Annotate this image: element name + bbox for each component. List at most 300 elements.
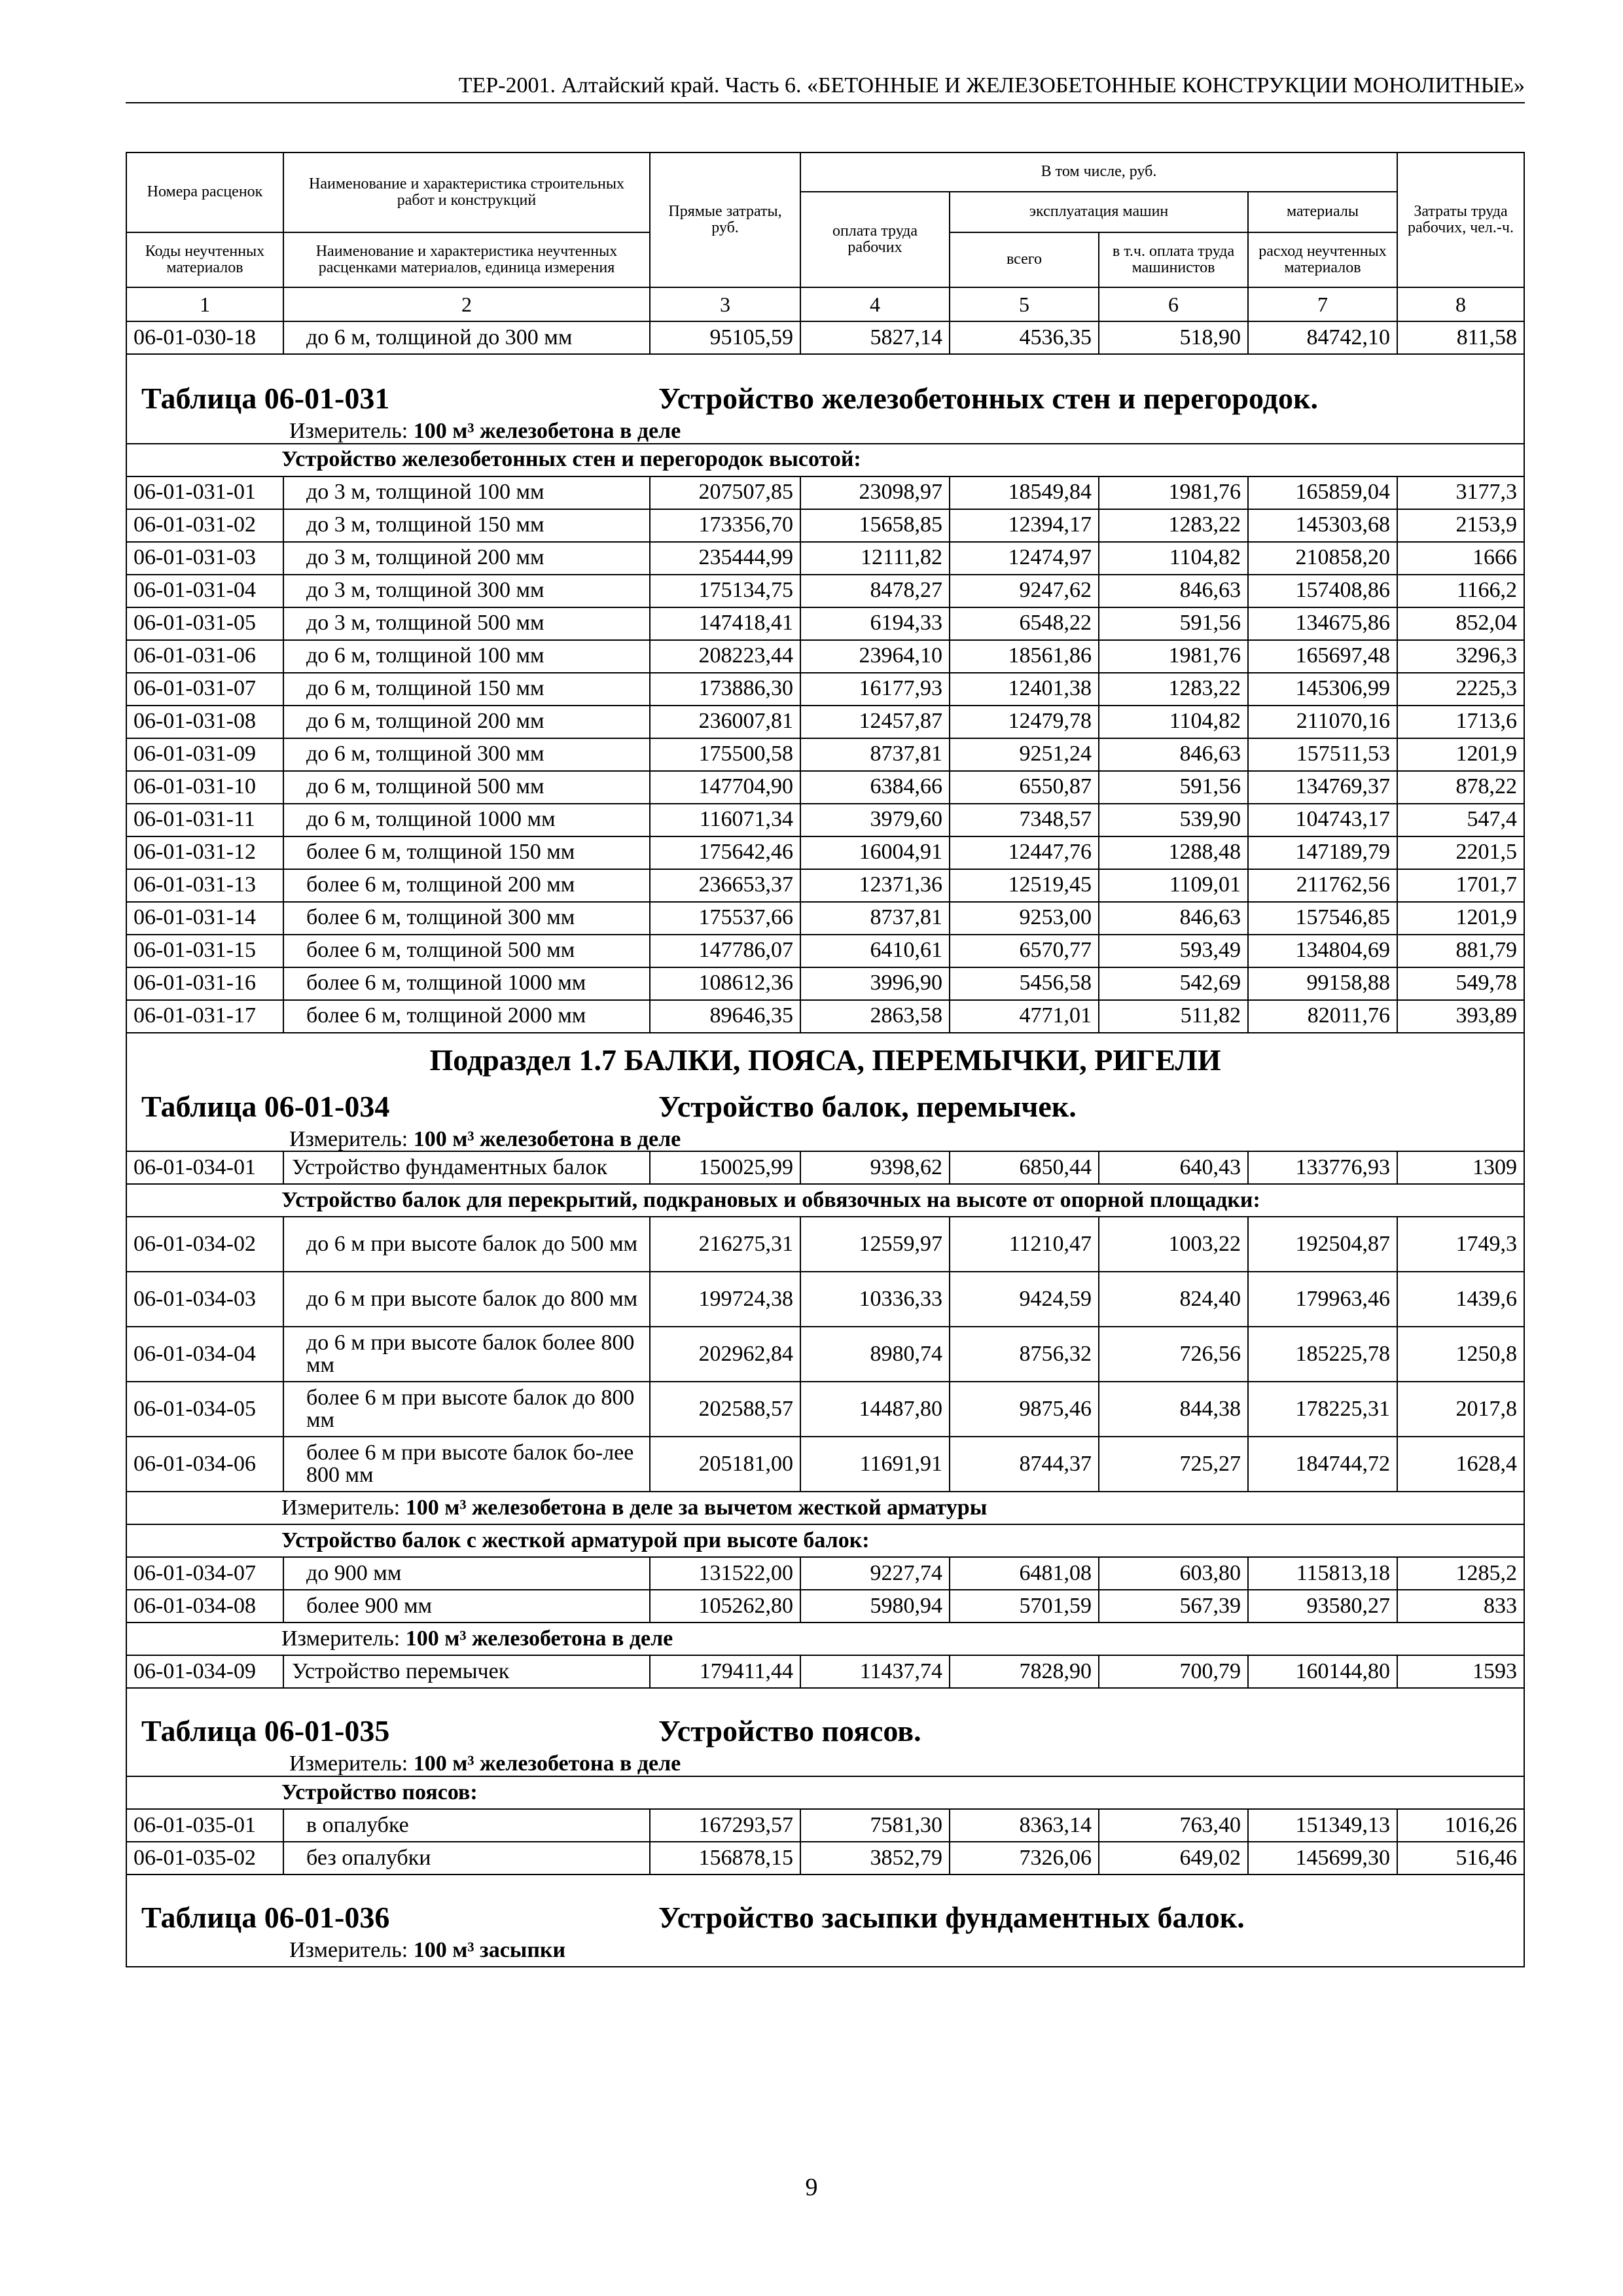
- table-row: [126, 476, 1524, 509]
- measure-row: [126, 1492, 1524, 1524]
- rates-table: [126, 152, 1525, 1967]
- materials-value: 147189,79: [1248, 836, 1397, 869]
- running-header: ТЕР-2001. Алтайский край. Часть 6. «БЕТОННЫЕ И ЖЕЛЕЗОБЕТОННЫЕ КОНСТРУКЦИИ МОНОЛИТНЫЕ»: [126, 73, 1525, 103]
- machines-total-value: 8363,14: [950, 1809, 1099, 1842]
- wages-value: 16004,91: [800, 836, 950, 869]
- labor-hours-value: 1166,2: [1397, 575, 1524, 607]
- direct-costs-value: 175642,46: [650, 836, 800, 869]
- machinist-wages-value: 591,56: [1099, 607, 1248, 640]
- labor-hours-value: 2225,3: [1397, 673, 1524, 706]
- work-description: до 3 м, толщиной 300 мм: [283, 575, 650, 607]
- column-number: 1: [126, 287, 283, 321]
- column-number: 7: [1248, 287, 1397, 321]
- wages-value: 5980,94: [800, 1590, 950, 1623]
- table-row: [126, 1655, 1524, 1688]
- direct-costs-value: 236007,81: [650, 706, 800, 738]
- rate-code: 06-01-034-01: [126, 1151, 283, 1184]
- table-row: [126, 640, 1524, 673]
- direct-costs-value: 131522,00: [650, 1557, 800, 1590]
- table-row: [126, 836, 1524, 869]
- header-machines-total: всего: [950, 232, 1099, 287]
- direct-costs-value: 147704,90: [650, 771, 800, 804]
- direct-costs-value: 116071,34: [650, 804, 800, 836]
- rate-code: 06-01-031-09: [126, 738, 283, 771]
- header-material-consumption: расход неучтенных материалов: [1248, 232, 1397, 287]
- wages-value: 7581,30: [800, 1809, 950, 1842]
- direct-costs-value: 156878,15: [650, 1842, 800, 1874]
- machines-total-value: 6570,77: [950, 935, 1099, 967]
- machinist-wages-value: 1981,76: [1099, 640, 1248, 673]
- group-heading: Устройство поясов:: [126, 1776, 1524, 1809]
- rate-code: 06-01-030-18: [126, 321, 283, 354]
- wages-value: 11691,91: [800, 1437, 950, 1492]
- labor-hours-value: 1285,2: [1397, 1557, 1524, 1590]
- labor-hours-value: 3296,3: [1397, 640, 1524, 673]
- header-materials: материалы: [1248, 192, 1397, 232]
- wages-value: 9227,74: [800, 1557, 950, 1590]
- header-material-codes: Коды неучтенных материалов: [126, 232, 283, 287]
- direct-costs-value: 235444,99: [650, 542, 800, 575]
- work-description: Устройство фундаментных балок: [283, 1151, 650, 1184]
- group-heading: Устройство балок для перекрытий, подкрановых и обвязочных на высоте от опорной площадки:: [126, 1184, 1524, 1217]
- direct-costs-value: 150025,99: [650, 1151, 800, 1184]
- table-row: [126, 869, 1524, 902]
- wages-value: 16177,93: [800, 673, 950, 706]
- table-number: Таблица 06-01-034: [141, 1089, 390, 1123]
- header-wages: оплата труда рабочих: [800, 192, 950, 287]
- machinist-wages-value: 844,38: [1099, 1382, 1248, 1437]
- direct-costs-value: 105262,80: [650, 1590, 800, 1623]
- machines-total-value: 12474,97: [950, 542, 1099, 575]
- header-work-name: Наименование и характеристика строительных работ и конструкций: [283, 152, 650, 232]
- subsection-title: Подраздел 1.7 БАЛКИ, ПОЯСА, ПЕРЕМЫЧКИ, РИГЕЛИ: [429, 1043, 1221, 1077]
- wages-value: 23098,97: [800, 476, 950, 509]
- labor-hours-value: 1439,6: [1397, 1272, 1524, 1327]
- work-description: более 6 м, толщиной 2000 мм: [283, 1000, 650, 1033]
- wages-value: 3996,90: [800, 967, 950, 1000]
- machinist-wages-value: 846,63: [1099, 738, 1248, 771]
- group-row: [126, 444, 1524, 476]
- work-description: до 900 мм: [283, 1557, 650, 1590]
- machines-total-value: 9424,59: [950, 1272, 1099, 1327]
- work-description: в опалубке: [283, 1809, 650, 1842]
- table-row: [126, 1437, 1524, 1492]
- machinist-wages-value: 649,02: [1099, 1842, 1248, 1874]
- table-row: [126, 804, 1524, 836]
- work-description: более 6 м, толщиной 500 мм: [283, 935, 650, 967]
- work-description: до 3 м, толщиной 100 мм: [283, 476, 650, 509]
- materials-value: 93580,27: [1248, 1590, 1397, 1623]
- measure-row: [126, 1623, 1524, 1655]
- machines-total-value: 4771,01: [950, 1000, 1099, 1033]
- direct-costs-value: 236653,37: [650, 869, 800, 902]
- work-description: более 6 м, толщиной 1000 мм: [283, 967, 650, 1000]
- work-description: до 6 м при высоте балок до 500 мм: [283, 1217, 650, 1272]
- labor-hours-value: 547,4: [1397, 804, 1524, 836]
- header-direct-costs: Прямые затраты, руб.: [650, 152, 800, 287]
- wages-value: 11437,74: [800, 1655, 950, 1688]
- machinist-wages-value: 1288,48: [1099, 836, 1248, 869]
- direct-costs-value: 202588,57: [650, 1382, 800, 1437]
- work-description: до 6 м, толщиной 300 мм: [283, 738, 650, 771]
- materials-value: 134675,86: [1248, 607, 1397, 640]
- direct-costs-value: 175537,66: [650, 902, 800, 935]
- labor-hours-value: 1201,9: [1397, 738, 1524, 771]
- direct-costs-value: 175134,75: [650, 575, 800, 607]
- labor-hours-value: 1666: [1397, 542, 1524, 575]
- column-number: 6: [1099, 287, 1248, 321]
- wages-value: 12371,36: [800, 869, 950, 902]
- labor-hours-value: 1701,7: [1397, 869, 1524, 902]
- machinist-wages-value: 726,56: [1099, 1327, 1248, 1382]
- table-row: [126, 706, 1524, 738]
- labor-hours-value: 393,89: [1397, 1000, 1524, 1033]
- header-material-names: Наименование и характеристика неучтенных расценками материалов, единица измерения: [283, 232, 650, 287]
- work-description: более 6 м при высоте балок до 800 мм: [283, 1382, 650, 1437]
- machinist-wages-value: 1981,76: [1099, 476, 1248, 509]
- materials-value: 134804,69: [1248, 935, 1397, 967]
- work-description: до 6 м при высоте балок более 800 мм: [283, 1327, 650, 1382]
- labor-hours-value: 833: [1397, 1590, 1524, 1623]
- machines-total-value: 8756,32: [950, 1327, 1099, 1382]
- machinist-wages-value: 763,40: [1099, 1809, 1248, 1842]
- machines-total-value: 9875,46: [950, 1382, 1099, 1437]
- table-row: [126, 607, 1524, 640]
- machinist-wages-value: 518,90: [1099, 321, 1248, 354]
- direct-costs-value: 89646,35: [650, 1000, 800, 1033]
- machinist-wages-value: 591,56: [1099, 771, 1248, 804]
- materials-value: 192504,87: [1248, 1217, 1397, 1272]
- page-number: 9: [805, 2174, 818, 2201]
- table-row: [126, 738, 1524, 771]
- machinist-wages-value: 511,82: [1099, 1000, 1248, 1033]
- rate-code: 06-01-031-06: [126, 640, 283, 673]
- table-row: [126, 321, 1524, 354]
- machines-total-value: 12519,45: [950, 869, 1099, 902]
- header-machinist-wages: в т.ч. оплата труда машинистов: [1099, 232, 1248, 287]
- wages-value: 6384,66: [800, 771, 950, 804]
- machinist-wages-value: 640,43: [1099, 1151, 1248, 1184]
- header-machines: эксплуатация машин: [950, 192, 1248, 232]
- table-row: [126, 1217, 1524, 1272]
- subsection-row: [126, 1033, 1524, 1152]
- labor-hours-value: 3177,3: [1397, 476, 1524, 509]
- rate-code: 06-01-031-03: [126, 542, 283, 575]
- materials-value: 210858,20: [1248, 542, 1397, 575]
- machines-total-value: 12447,76: [950, 836, 1099, 869]
- materials-value: 185225,78: [1248, 1327, 1397, 1382]
- machines-total-value: 6850,44: [950, 1151, 1099, 1184]
- table-row: [126, 1590, 1524, 1623]
- work-description: более 900 мм: [283, 1590, 650, 1623]
- table-title: Устройство железобетонных стен и перегородок.: [658, 382, 1318, 415]
- direct-costs-value: 173886,30: [650, 673, 800, 706]
- machines-total-value: 12394,17: [950, 509, 1099, 542]
- rate-code: 06-01-031-08: [126, 706, 283, 738]
- machines-total-value: 7828,90: [950, 1655, 1099, 1688]
- materials-value: 179963,46: [1248, 1272, 1397, 1327]
- materials-value: 160144,80: [1248, 1655, 1397, 1688]
- rate-code: 06-01-034-03: [126, 1272, 283, 1327]
- measure-unit: Измеритель: 100 м³ железобетона в деле за вычетом жесткой арматуры: [126, 1492, 1524, 1524]
- measure-unit: Измеритель: 100 м³ железобетона в деле: [289, 1126, 681, 1151]
- rate-code: 06-01-031-14: [126, 902, 283, 935]
- group-heading: Устройство балок с жесткой арматурой при высоте балок:: [126, 1524, 1524, 1557]
- group-row: [126, 1184, 1524, 1217]
- direct-costs-value: 208223,44: [650, 640, 800, 673]
- rate-code: 06-01-034-07: [126, 1557, 283, 1590]
- column-numbers-row: [126, 287, 1524, 321]
- rate-code: 06-01-034-09: [126, 1655, 283, 1688]
- table-title: Устройство балок, перемычек.: [658, 1089, 1077, 1123]
- materials-value: 157408,86: [1248, 575, 1397, 607]
- machinist-wages-value: 539,90: [1099, 804, 1248, 836]
- work-description: до 6 м, толщиной 1000 мм: [283, 804, 650, 836]
- machinist-wages-value: 725,27: [1099, 1437, 1248, 1492]
- labor-hours-value: 852,04: [1397, 607, 1524, 640]
- materials-value: 178225,31: [1248, 1382, 1397, 1437]
- labor-hours-value: 1593: [1397, 1655, 1524, 1688]
- direct-costs-value: 216275,31: [650, 1217, 800, 1272]
- machines-total-value: 18561,86: [950, 640, 1099, 673]
- direct-costs-value: 147786,07: [650, 935, 800, 967]
- machinist-wages-value: 824,40: [1099, 1272, 1248, 1327]
- table-row: [126, 1842, 1524, 1874]
- work-description: до 3 м, толщиной 150 мм: [283, 509, 650, 542]
- column-number: 3: [650, 287, 800, 321]
- machinist-wages-value: 846,63: [1099, 902, 1248, 935]
- rate-code: 06-01-031-15: [126, 935, 283, 967]
- header-labor-hours: Затраты труда рабочих, чел.-ч.: [1397, 152, 1524, 287]
- table-035-title-row: [126, 1688, 1524, 1776]
- work-description: до 6 м, толщиной 500 мм: [283, 771, 650, 804]
- machinist-wages-value: 1104,82: [1099, 706, 1248, 738]
- labor-hours-value: 1749,3: [1397, 1217, 1524, 1272]
- materials-value: 157546,85: [1248, 902, 1397, 935]
- machinist-wages-value: 542,69: [1099, 967, 1248, 1000]
- rate-code: 06-01-031-13: [126, 869, 283, 902]
- labor-hours-value: 1628,4: [1397, 1437, 1524, 1492]
- wages-value: 8478,27: [800, 575, 950, 607]
- table-row: [126, 509, 1524, 542]
- header-including: В том числе, руб.: [800, 152, 1397, 192]
- rate-code: 06-01-031-11: [126, 804, 283, 836]
- wages-value: 14487,80: [800, 1382, 950, 1437]
- materials-value: 145699,30: [1248, 1842, 1397, 1874]
- work-description: до 3 м, толщиной 500 мм: [283, 607, 650, 640]
- work-description: до 3 м, толщиной 200 мм: [283, 542, 650, 575]
- machines-total-value: 6550,87: [950, 771, 1099, 804]
- labor-hours-value: 1713,6: [1397, 706, 1524, 738]
- materials-value: 145306,99: [1248, 673, 1397, 706]
- work-description: более 6 м, толщиной 200 мм: [283, 869, 650, 902]
- materials-value: 184744,72: [1248, 1437, 1397, 1492]
- materials-value: 151349,13: [1248, 1809, 1397, 1842]
- table-row: [126, 935, 1524, 967]
- wages-value: 3852,79: [800, 1842, 950, 1874]
- materials-value: 115813,18: [1248, 1557, 1397, 1590]
- header-rate-numbers: Номера расценок: [126, 152, 283, 232]
- machinist-wages-value: 1003,22: [1099, 1217, 1248, 1272]
- machines-total-value: 5456,58: [950, 967, 1099, 1000]
- rate-code: 06-01-031-16: [126, 967, 283, 1000]
- table-number: Таблица 06-01-031: [141, 382, 390, 415]
- labor-hours-value: 1201,9: [1397, 902, 1524, 935]
- measure-unit: Измеритель: 100 м³ железобетона в деле: [126, 1623, 1524, 1655]
- wages-value: 3979,60: [800, 804, 950, 836]
- labor-hours-value: 2017,8: [1397, 1382, 1524, 1437]
- table-row: [126, 575, 1524, 607]
- machinist-wages-value: 1283,22: [1099, 509, 1248, 542]
- materials-value: 104743,17: [1248, 804, 1397, 836]
- table-row: [126, 542, 1524, 575]
- machines-total-value: 4536,35: [950, 321, 1099, 354]
- wages-value: 12559,97: [800, 1217, 950, 1272]
- work-description: Устройство перемычек: [283, 1655, 650, 1688]
- materials-value: 165859,04: [1248, 476, 1397, 509]
- work-description: более 6 м, толщиной 300 мм: [283, 902, 650, 935]
- table-row: [126, 1151, 1524, 1184]
- machines-total-value: 9247,62: [950, 575, 1099, 607]
- machines-total-value: 11210,47: [950, 1217, 1099, 1272]
- table-row: [126, 1327, 1524, 1382]
- rate-code: 06-01-035-02: [126, 1842, 283, 1874]
- labor-hours-value: 2153,9: [1397, 509, 1524, 542]
- table-number: Таблица 06-01-036: [141, 1900, 390, 1934]
- materials-value: 211070,16: [1248, 706, 1397, 738]
- machines-total-value: 8744,37: [950, 1437, 1099, 1492]
- labor-hours-value: 1250,8: [1397, 1327, 1524, 1382]
- wages-value: 12111,82: [800, 542, 950, 575]
- machinist-wages-value: 593,49: [1099, 935, 1248, 967]
- work-description: до 6 м, толщиной до 300 мм: [283, 321, 650, 354]
- rate-code: 06-01-035-01: [126, 1809, 283, 1842]
- wages-value: 8737,81: [800, 738, 950, 771]
- wages-value: 8980,74: [800, 1327, 950, 1382]
- machinist-wages-value: 1104,82: [1099, 542, 1248, 575]
- wages-value: 2863,58: [800, 1000, 950, 1033]
- direct-costs-value: 108612,36: [650, 967, 800, 1000]
- group-heading: Устройство железобетонных стен и перегородок высотой:: [126, 444, 1524, 476]
- rates-table-container: [126, 152, 1524, 1967]
- table-036-title-row: [126, 1874, 1524, 1967]
- direct-costs-value: 175500,58: [650, 738, 800, 771]
- materials-value: 211762,56: [1248, 869, 1397, 902]
- labor-hours-value: 881,79: [1397, 935, 1524, 967]
- group-row: [126, 1524, 1524, 1557]
- table-031-title-row: [126, 354, 1524, 444]
- machinist-wages-value: 603,80: [1099, 1557, 1248, 1590]
- wages-value: 10336,33: [800, 1272, 950, 1327]
- rate-code: 06-01-031-01: [126, 476, 283, 509]
- rate-code: 06-01-031-05: [126, 607, 283, 640]
- materials-value: 165697,48: [1248, 640, 1397, 673]
- work-description: более 6 м при высоте балок бо-лее 800 мм: [283, 1437, 650, 1492]
- direct-costs-value: 167293,57: [650, 1809, 800, 1842]
- work-description: до 6 м, толщиной 150 мм: [283, 673, 650, 706]
- wages-value: 9398,62: [800, 1151, 950, 1184]
- labor-hours-value: 549,78: [1397, 967, 1524, 1000]
- column-number: 8: [1397, 287, 1524, 321]
- machinist-wages-value: 846,63: [1099, 575, 1248, 607]
- machines-total-value: 18549,84: [950, 476, 1099, 509]
- measure-unit: Измеритель: 100 м³ железобетона в деле: [289, 419, 681, 443]
- group-row: [126, 1776, 1524, 1809]
- rate-code: 06-01-031-12: [126, 836, 283, 869]
- rate-code: 06-01-031-17: [126, 1000, 283, 1033]
- machines-total-value: 7326,06: [950, 1842, 1099, 1874]
- work-description: до 6 м, толщиной 200 мм: [283, 706, 650, 738]
- direct-costs-value: 205181,00: [650, 1437, 800, 1492]
- wages-value: 8737,81: [800, 902, 950, 935]
- machinist-wages-value: 1109,01: [1099, 869, 1248, 902]
- machines-total-value: 9251,24: [950, 738, 1099, 771]
- table-row: [126, 1272, 1524, 1327]
- rate-code: 06-01-031-10: [126, 771, 283, 804]
- table-row: [126, 967, 1524, 1000]
- work-description: до 6 м, толщиной 100 мм: [283, 640, 650, 673]
- labor-hours-value: 1016,26: [1397, 1809, 1524, 1842]
- rate-code: 06-01-031-07: [126, 673, 283, 706]
- machines-total-value: 12479,78: [950, 706, 1099, 738]
- labor-hours-value: 516,46: [1397, 1842, 1524, 1874]
- table-title: Устройство поясов.: [658, 1714, 921, 1748]
- wages-value: 12457,87: [800, 706, 950, 738]
- table-number: Таблица 06-01-035: [141, 1714, 390, 1748]
- labor-hours-value: 878,22: [1397, 771, 1524, 804]
- machines-total-value: 9253,00: [950, 902, 1099, 935]
- table-row: [126, 1809, 1524, 1842]
- table-row: [126, 902, 1524, 935]
- wages-value: 15658,85: [800, 509, 950, 542]
- machines-total-value: 12401,38: [950, 673, 1099, 706]
- rate-code: 06-01-034-05: [126, 1382, 283, 1437]
- machinist-wages-value: 1283,22: [1099, 673, 1248, 706]
- wages-value: 23964,10: [800, 640, 950, 673]
- direct-costs-value: 147418,41: [650, 607, 800, 640]
- rate-code: 06-01-034-06: [126, 1437, 283, 1492]
- wages-value: 6410,61: [800, 935, 950, 967]
- labor-hours-value: 2201,5: [1397, 836, 1524, 869]
- materials-value: 134769,37: [1248, 771, 1397, 804]
- machinist-wages-value: 567,39: [1099, 1590, 1248, 1623]
- direct-costs-value: 207507,85: [650, 476, 800, 509]
- column-number: 2: [283, 287, 650, 321]
- materials-value: 82011,76: [1248, 1000, 1397, 1033]
- measure-unit: Измеритель: 100 м³ железобетона в деле: [289, 1751, 681, 1776]
- rate-code: 06-01-031-04: [126, 575, 283, 607]
- machinist-wages-value: 700,79: [1099, 1655, 1248, 1688]
- table-row: [126, 771, 1524, 804]
- table-row: [126, 673, 1524, 706]
- direct-costs-value: 202962,84: [650, 1327, 800, 1382]
- work-description: без опалубки: [283, 1842, 650, 1874]
- direct-costs-value: 199724,38: [650, 1272, 800, 1327]
- column-number: 5: [950, 287, 1099, 321]
- labor-hours-value: 811,58: [1397, 321, 1524, 354]
- column-number: 4: [800, 287, 950, 321]
- machines-total-value: 7348,57: [950, 804, 1099, 836]
- work-description: до 6 м при высоте балок до 800 мм: [283, 1272, 650, 1327]
- table-row: [126, 1557, 1524, 1590]
- materials-value: 145303,68: [1248, 509, 1397, 542]
- direct-costs-value: 95105,59: [650, 321, 800, 354]
- rate-code: 06-01-031-02: [126, 509, 283, 542]
- materials-value: 84742,10: [1248, 321, 1397, 354]
- materials-value: 157511,53: [1248, 738, 1397, 771]
- table-row: [126, 1000, 1524, 1033]
- machines-total-value: 6481,08: [950, 1557, 1099, 1590]
